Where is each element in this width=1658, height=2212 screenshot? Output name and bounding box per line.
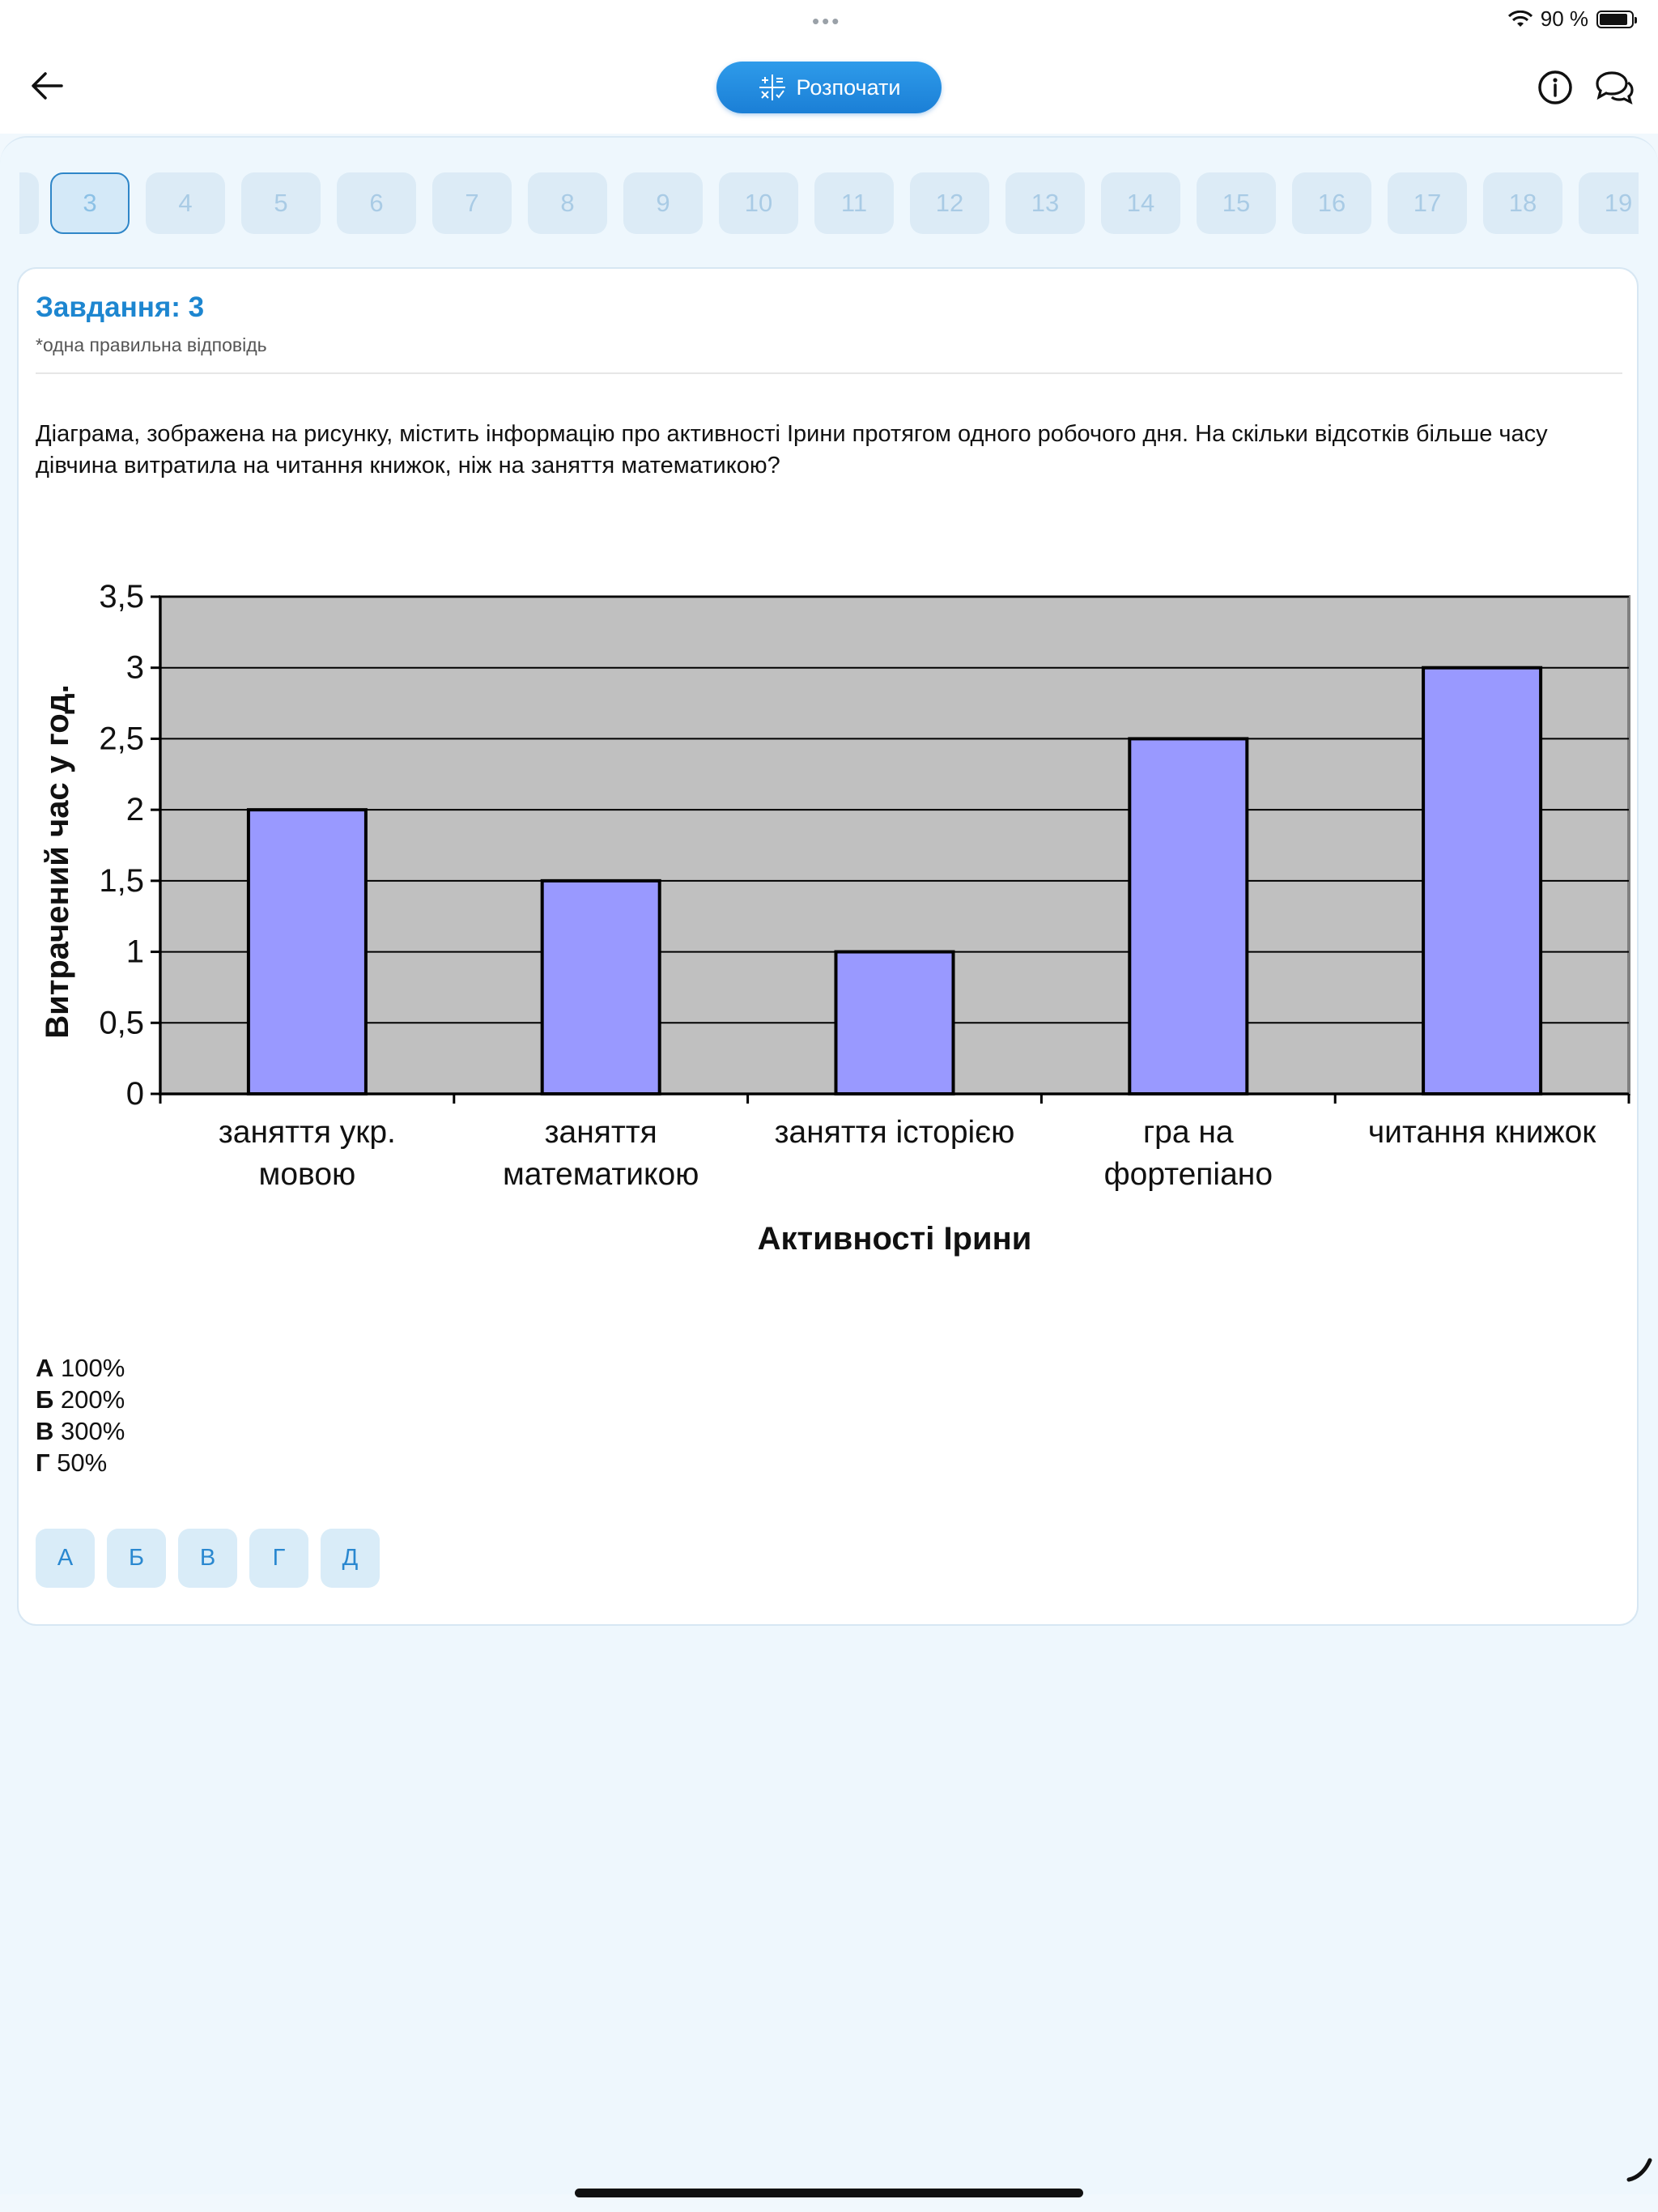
task-tile-19[interactable]: 19 (1579, 172, 1639, 234)
x-tick-label: фортепіано (1103, 1157, 1273, 1192)
y-tick-label: 2 (125, 792, 144, 828)
task-tile-10[interactable]: 10 (719, 172, 798, 234)
option-button-d[interactable]: Д (321, 1529, 380, 1588)
task-tile-18[interactable]: 18 (1483, 172, 1562, 234)
x-tick-label: математикою (502, 1157, 699, 1192)
home-indicator[interactable] (575, 2189, 1083, 2197)
task-tile-17[interactable]: 17 (1388, 172, 1467, 234)
wifi-icon (1508, 11, 1533, 28)
y-tick-label: 0,5 (99, 1005, 144, 1041)
answer-b: Б 200% (36, 1385, 125, 1414)
math-ops-icon (758, 73, 787, 102)
chat-icon[interactable] (1589, 66, 1635, 108)
task-title: Завдання: 3 (36, 291, 205, 323)
status-indicators (1508, 6, 1634, 32)
option-button-b[interactable]: Б (107, 1529, 166, 1588)
task-tile-7[interactable]: 7 (432, 172, 512, 234)
option-button-v[interactable]: В (178, 1529, 237, 1588)
x-tick-label: заняття укр. (218, 1115, 396, 1150)
task-tile-13[interactable]: 13 (1005, 172, 1085, 234)
multitask-dots-icon[interactable]: ••• (812, 9, 842, 33)
divider (36, 372, 1622, 374)
start-button[interactable] (716, 62, 942, 113)
bar (836, 952, 954, 1094)
arrow-left-icon (31, 71, 63, 100)
y-tick-label: 0 (125, 1076, 144, 1112)
battery-percent: 90 % (1540, 6, 1588, 31)
answer-a: А 100% (36, 1354, 125, 1382)
answer-d: Г 50% (36, 1448, 108, 1477)
task-tile-11[interactable]: 11 (814, 172, 894, 234)
y-tick-label: 3 (125, 649, 144, 686)
y-axis-title: Витрачений час у год. (40, 684, 75, 1039)
y-tick-label: 3,5 (99, 579, 144, 615)
info-icon[interactable] (1534, 66, 1576, 108)
task-tile-12[interactable]: 12 (910, 172, 989, 234)
bar (1423, 668, 1541, 1094)
back-button[interactable] (24, 63, 70, 108)
task-tile-9[interactable]: 9 (623, 172, 703, 234)
x-tick-label: заняття (544, 1115, 657, 1150)
question-text: Діаграма, зображена на рисунку, містить інформацію про активності Ірини протягом одного робочого дня. На скільки відсотків більше часу дівчина витратила на читання книжок, ніж на заняття математикою? (36, 421, 1548, 479)
y-tick-label: 1 (125, 934, 144, 970)
x-tick-label: мовою (258, 1157, 356, 1192)
option-buttons (36, 1529, 380, 1588)
option-button-a[interactable]: А (36, 1529, 95, 1588)
task-number-strip[interactable] (19, 172, 1639, 234)
x-axis-title: Активності Ірини (757, 1221, 1032, 1257)
y-tick-label: 1,5 (99, 862, 144, 899)
task-tile-8[interactable]: 8 (528, 172, 607, 234)
bar (542, 881, 660, 1094)
task-tile-4[interactable]: 4 (146, 172, 225, 234)
task-tile-5[interactable]: 5 (241, 172, 321, 234)
option-button-h[interactable]: Г (249, 1529, 308, 1588)
top-bar (0, 40, 1658, 134)
answer-c: В 300% (36, 1417, 125, 1445)
task-subtitle: *одна правильна відповідь (36, 334, 267, 355)
pencil-corner-icon[interactable] (1626, 2155, 1653, 2183)
y-tick-label: 2,5 (99, 721, 144, 757)
battery-icon (1596, 11, 1634, 28)
task-tile-14[interactable]: 14 (1101, 172, 1180, 234)
status-bar (0, 0, 1658, 40)
bar (249, 810, 366, 1094)
start-button-label: Розпочати (796, 74, 901, 100)
x-tick-label: гра на (1142, 1115, 1234, 1150)
bar (1129, 738, 1247, 1094)
x-tick-label: читання книжок (1367, 1115, 1596, 1150)
task-tile-15[interactable]: 15 (1197, 172, 1276, 234)
task-tile-6[interactable]: 6 (337, 172, 416, 234)
task-tile-16[interactable]: 16 (1292, 172, 1371, 234)
task-tile-3[interactable]: 3 (50, 172, 130, 234)
bar-chart (0, 559, 1658, 1271)
task-tile-prev[interactable] (19, 172, 39, 234)
x-tick-label: заняття історією (774, 1115, 1015, 1150)
answer-list (36, 1352, 125, 1478)
